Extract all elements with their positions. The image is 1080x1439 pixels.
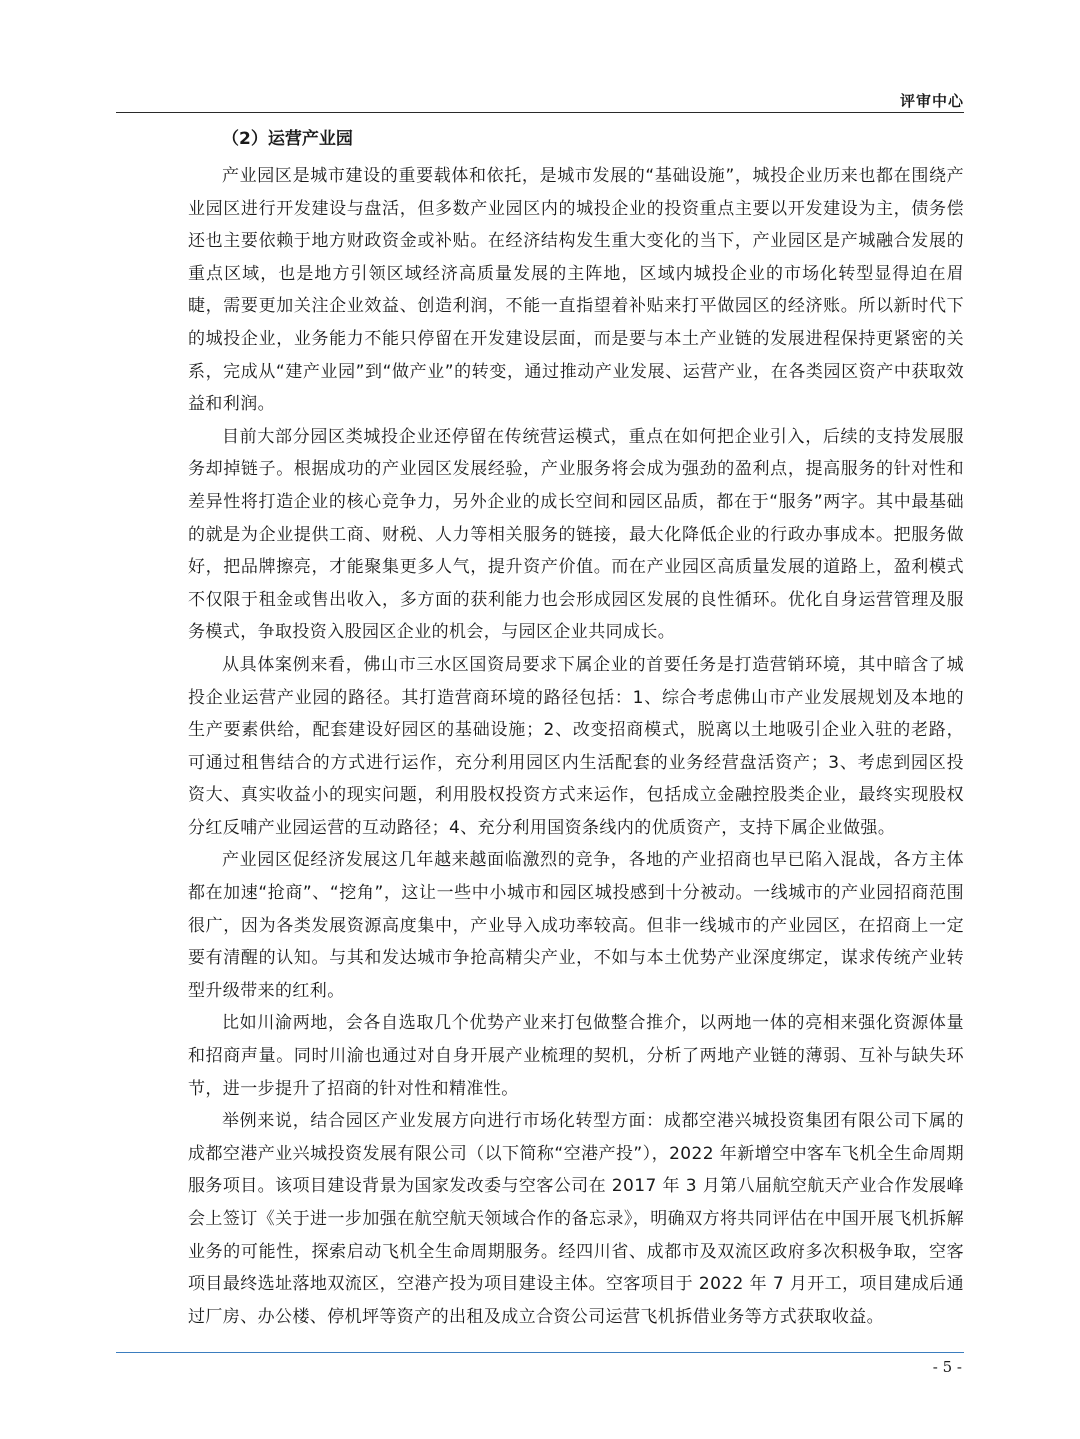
paragraph-chuanyu-example: 比如川渝两地，会各自选取几个优势产业来打包做整合推介，以两地一体的亮相来强化资源体量和招商声量。同时川渝也通过对自身开展产业梳理的契机，分析了两地产业链的薄弱、互补与缺失环节，进一步提升了招商的针对性和精准性。 [188, 1013, 964, 1099]
document-body [188, 123, 964, 1333]
header-divider [116, 112, 964, 113]
paragraph-chengdu-airport-case: 举例来说，结合园区产业发展方向进行市场化转型方面：成都空港兴城投资集团有限公司下属的成都空港产业兴城投资发展有限公司（以下简称“空港产投”），2022 年新增空中客车飞机全生命周期服务项目。该项目建设背景为国家发改委与空客公司在 2017 年 3 月第八届航空航天产业合作发展峰会上签订《关于进一步加强在航空航天领域合作的备忘录》，明确双方将共同评估在中国开展飞机拆解业务的可能性，探索启动飞机全生命周期服务。经四川省、成都市及双流区政府多次积极争取，空客项目最终选址落地双流区，空港产投为项目建设主体。空客项目于 2022 年 7 月开工，项目建成后通过厂房、办公楼、停机坪等资产的出租及成立合资公司运营飞机拆借业务等方式获取收益。 [188, 1111, 964, 1327]
paragraph-industrial-park-role: 产业园区是城市建设的重要载体和依托，是城市发展的“基础设施”，城投企业历来也都在围绕产业园区进行开发建设与盘活，但多数产业园区内的城投企业的投资重点主要以开发建设为主，债务偿还也主要依赖于地方财政资金或补贴。在经济结构发生重大变化的当下，产业园区是产城融合发展的重点区域，也是地方引领区域经济高质量发展的主阵地，区域内城投企业的市场化转型显得迫在眉睫，需要更加关注企业效益、创造利润，不能一直指望着补贴来打平做园区的经济账。所以新时代下的城投企业，业务能力不能只停留在开发建设层面，而是要与本土产业链的发展进程保持更紧密的关系，完成从“建产业园”到“做产业”的转变，通过推动产业发展、运营产业，在各类园区资产中获取效益和利润。 [188, 166, 964, 415]
paragraph-service-model: 目前大部分园区类城投企业还停留在传统营运模式，重点在如何把企业引入，后续的支持发展服务却掉链子。根据成功的产业园区发展经验，产业服务将会成为强劲的盈利点，提高服务的针对性和差异性将打造企业的核心竞争力，另外企业的成长空间和园区品质，都在于“服务”两字。其中最基础的就是为企业提供工商、财税、人力等相关服务的链接，最大化降低企业的行政办事成本。把服务做好，把品牌擦亮，才能聚集更多人气，提升资产价值。而在产业园区高质量发展的道路上，盈利模式不仅限于租金或售出收入，多方面的获利能力也会形成园区发展的良性循环。优化自身运营管理及服务模式，争取投资入股园区企业的机会，与园区企业共同成长。 [188, 426, 964, 643]
paragraph-competition: 产业园区促经济发展这几年越来越面临激烈的竞争，各地的产业招商也早已陷入混战，各方主体都在加速“抢商”、“挖角”，这让一些中小城市和园区城投感到十分被动。一线城市的产业园招商范围很广，因为各类发展资源高度集中，产业导入成功率较高。但非一线城市的产业园区，在招商上一定要有清醒的认知。与其和发达城市争抢高精尖产业，不如与本土优势产业深度绑定，谋求传统产业转型升级带来的红利。 [188, 850, 964, 1001]
paragraph-foshan-case: 从具体案例来看，佛山市三水区国资局要求下属企业的首要任务是打造营销环境，其中暗含了城投企业运营产业园的路径。其打造营商环境的路径包括：1、综合考虑佛山市产业发展规划及本地的生产要素供给，配套建设好园区的基础设施；2、改变招商模式，脱离以土地吸引企业入驻的老路，可通过租售结合的方式进行运作，充分利用园区内生活配套的业务经营盘活资产；3、考虑到园区投资大、真实收益小的现实问题，利用股权投资方式来运作，包括成立金融控股类企业，最终实现股权分红反哺产业园运营的互动路径；4、充分利用国资条线内的优质资产，支持下属企业做强。 [188, 654, 964, 838]
footer-divider [116, 1352, 964, 1353]
header-label: 评审中心 [899, 92, 964, 110]
page-number: - 5 - [932, 1358, 962, 1376]
section-heading: （2）运营产业园 [222, 129, 353, 149]
